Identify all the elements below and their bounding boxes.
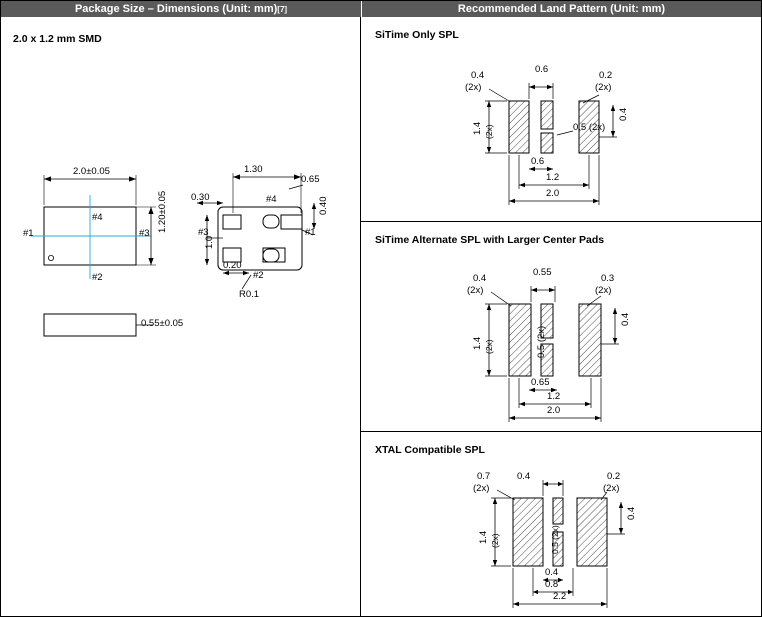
alternate-pad-w-left: 0.4: [473, 273, 487, 284]
sitime-only-pad-w-left: 0.4: [471, 70, 485, 81]
sitime-only-total-span: 2.0: [546, 188, 560, 199]
land-pattern-section-alternate: [361, 222, 761, 432]
top-view-pin1: #1: [23, 228, 34, 239]
alternate-pad-w-left-qty: (2x): [467, 285, 484, 296]
bottom-view-pin3: #3: [198, 227, 209, 238]
sitime-only-pad-h-left-qty: (2x): [484, 124, 494, 139]
sitime-only-pad-h-left: 1.4: [472, 121, 483, 135]
xtal-pad-w-left-qty: (2x): [473, 483, 490, 494]
bottom-view-pad-width-right: 0.40: [318, 196, 329, 215]
alternate-pad-h-right: 0.4: [620, 312, 631, 326]
section-title-alternate: SiTime Alternate SPL with Larger Center Pads: [375, 234, 605, 246]
sitime-only-center-pad: 0.5 (2x): [573, 122, 606, 133]
sitime-only-inner-span: 0.6: [531, 156, 545, 167]
land-pattern-section-xtal: [361, 432, 761, 617]
section-title-sitime-only: SiTime Only SPL: [375, 29, 459, 41]
alternate-pad-h-left-qty: (2x): [484, 339, 494, 354]
bottom-view-pad-bottom: 0.20: [223, 260, 242, 271]
bottom-view-corner-radius: R0.1: [239, 289, 260, 300]
package-drawings: [1, 17, 361, 617]
sitime-only-pad-w-left-qty: (2x): [465, 82, 482, 93]
xtal-total-span: 2.2: [553, 591, 567, 602]
land-pattern-column: [361, 17, 761, 617]
top-view-pin4: #4: [92, 212, 103, 223]
sitime-only-pad-w-right: 0.2: [599, 70, 613, 81]
bottom-view-pad-left: 0.30: [191, 192, 210, 203]
xtal-pad-w-right-qty: (2x): [603, 483, 620, 494]
bottom-view-pad-len: 0.65: [301, 174, 320, 185]
alternate-pad-h-left: 1.4: [472, 336, 483, 350]
sitime-only-pad-h-right: 0.4: [618, 107, 629, 121]
top-view-height-dim: 1.20±0.05: [157, 190, 168, 233]
bottom-view-body-height: 1.0: [204, 235, 215, 249]
left-header-note: [7]: [277, 4, 288, 14]
xtal-pad-w-left: 0.7: [477, 471, 491, 482]
sitime-only-drawing: [361, 17, 761, 222]
xtal-gap-top: 0.4: [517, 471, 531, 482]
bottom-view-pin2: #2: [253, 270, 264, 281]
xtal-inner-span: 0.4: [545, 567, 559, 578]
package-size-title: 2.0 x 1.2 mm SMD: [13, 33, 102, 45]
right-column-header: [361, 1, 761, 17]
xtal-pad-h-left-qty: (2x): [490, 533, 500, 548]
package-dimensions-column: [1, 17, 361, 617]
package-drawing-svg: [1, 17, 361, 617]
left-header-title: Package Size – Dimensions (Unit: mm): [74, 3, 278, 15]
xtal-center-pad: 0.5 (2x): [550, 525, 560, 554]
xtal-mid-span: 0.8: [545, 579, 559, 590]
xtal-pad-h-left: 1.4: [478, 530, 489, 544]
alternate-mid-span: 1.2: [547, 391, 561, 402]
alternate-spl-drawing: [361, 222, 761, 432]
xtal-pad-w-right: 0.2: [607, 471, 621, 482]
bottom-view-pin4: #4: [266, 194, 277, 205]
right-header-title: Recommended Land Pattern (Unit: mm): [457, 3, 666, 15]
alternate-center-pad: 0.5 (2x): [536, 325, 547, 358]
alternate-total-span: 2.0: [547, 405, 561, 416]
top-view-pin3: #3: [139, 228, 150, 239]
sitime-only-gap-top: 0.6: [535, 64, 549, 75]
land-pattern-section-sitime-only: [361, 17, 761, 222]
left-column-header: [1, 1, 361, 17]
bottom-view-pin1: #1: [305, 227, 316, 238]
xtal-pad-h-right: 0.4: [626, 506, 637, 520]
alternate-inner-span: 0.65: [531, 377, 550, 388]
alternate-pad-w-right: 0.3: [601, 273, 615, 284]
alternate-pad-w-right-qty: (2x): [595, 285, 612, 296]
side-view-thickness-dim: 0.55±0.05: [141, 318, 184, 329]
sitime-only-mid-span: 1.2: [546, 172, 560, 183]
alternate-gap-top: 0.55: [533, 267, 552, 278]
top-view-pin2: #2: [92, 272, 103, 283]
section-title-xtal: XTAL Compatible SPL: [375, 444, 485, 456]
top-view-width-dim: 2.0±0.05: [73, 166, 110, 177]
sitime-only-pad-w-right-qty: (2x): [595, 82, 612, 93]
xtal-spl-drawing: [361, 432, 761, 617]
bottom-view-top-dim: 1.30: [244, 164, 263, 175]
